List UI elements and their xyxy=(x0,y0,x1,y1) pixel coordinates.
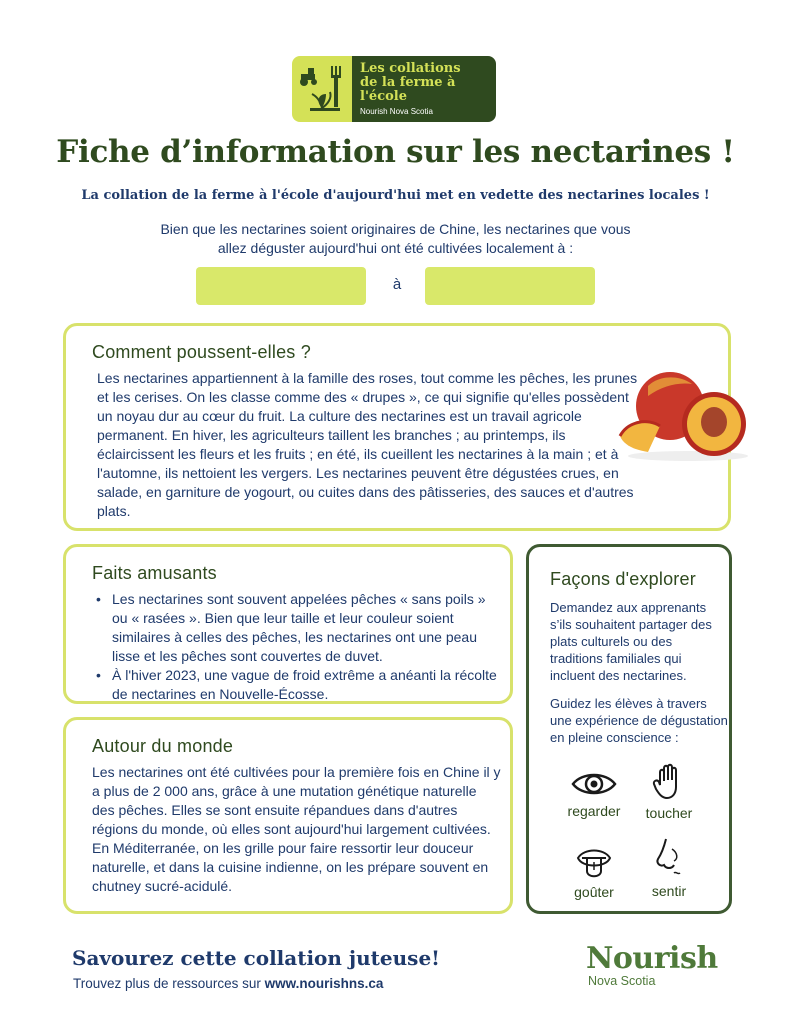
footer-title: Savourez cette collation juteuse! xyxy=(72,946,440,970)
brand-subtitle: Nova Scotia xyxy=(588,974,656,988)
explore-heading: Façons d'explorer xyxy=(550,569,696,589)
tractor-fork-sprout-icon xyxy=(292,56,352,122)
footer-resources-line xyxy=(73,976,383,991)
fact-text: Les nectarines sont souvent appelées pêches « sans poils » ou « rasées ». Bien que leur taille et leur couleur soient similaires à celles des pêches, les nectarines ont une peau lisse et les pêches sont couvertes de duvet. xyxy=(112,591,486,664)
logo-icon-panel xyxy=(292,56,352,122)
explore-text-1: Demandez aux apprenants s’ils souhaitent partager des plats culturels ou des traditions familiales qui incluent des nectarines. xyxy=(550,600,712,683)
eye-icon xyxy=(570,769,618,799)
bullet-icon: • xyxy=(96,667,101,683)
intro-text xyxy=(120,220,671,258)
logo-title-line1: Les collations xyxy=(360,61,461,76)
explore-text-2: Guidez les élèves à travers une expérience de dégustation en pleine conscience : xyxy=(550,696,728,745)
footer-website-link[interactable]: www.nourishns.ca xyxy=(264,976,384,991)
sense-label: goûter xyxy=(574,884,614,900)
logo-title-line3: l'école xyxy=(360,89,407,104)
intro-line-1: Bien que les nectarines soient originaires de Chine, les nectarines que vous xyxy=(160,221,631,237)
fun-facts-card xyxy=(63,544,513,704)
logo-text-panel xyxy=(352,56,496,122)
bullet-icon: • xyxy=(96,591,101,607)
intro-line-2: allez déguster aujourd'hui ont été cultivées localement à : xyxy=(217,240,574,256)
sense-label: sentir xyxy=(651,883,687,899)
facts-heading: Faits amusants xyxy=(92,563,217,583)
location-connector: à xyxy=(392,276,402,293)
page-title: Fiche d’information sur les nectarines ! xyxy=(56,134,735,170)
fact-text: À l'hiver 2023, une vague de froid extrême a anéanti la récolte de nectarines en Nouvelle-Écosse. xyxy=(112,667,497,702)
hand-icon xyxy=(652,763,686,801)
footer-resources-text: Trouvez plus de ressources sur xyxy=(73,976,265,991)
how-body: Les nectarines appartiennent à la famille des roses, tout comme les pêches, les prunes et les cerises. On les classe comme des « drupes », ce qui signifie qu'elles possèdent un noyau dur au cœur du fruit. La culture des nectarines est un travail agricole permanent. En hiver, les agriculteurs taillent les branches ; au printemps, ils éclaircissent les fleurs et les fruits ; en été, ils cueillent les nectarines à la main ; et à l'automne, ils nettoient les vergers. Les nectarines peuvent être dégustées crues, en salade, en garniture de yogourt, ou cuites dans des pâtisseries, des sauces et d'autres plats. xyxy=(97,370,638,519)
nectarine-illustration xyxy=(618,366,764,462)
world-body: Les nectarines ont été cultivées pour la première fois en Chine il y a plus de 2 000 ans, grâce à une mutation génétique naturelle des pêches. Elles se sont ensuite répandues dans d'autres régions du monde, où elles sont aujourd'hui largement cultivées. En Méditerranée, on les grille pour faire ressortir leur douceur naturelle, et dans la cuisine indienne, on les prépare souvent en chutney sucré-acidulé. xyxy=(92,764,501,894)
brand-name: Nourish xyxy=(586,941,718,976)
fact-item xyxy=(94,666,504,704)
nourish-brand-logo xyxy=(586,942,736,988)
location-fill-box-2[interactable] xyxy=(425,267,595,305)
fact-item xyxy=(94,590,504,666)
mouth-icon xyxy=(574,844,614,880)
around-the-world-card xyxy=(63,717,513,914)
logo-title-line2: de la ferme à xyxy=(360,75,456,90)
ways-to-explore-card xyxy=(526,544,732,914)
sense-touch xyxy=(624,763,714,821)
sense-label: regarder xyxy=(567,803,621,819)
nose-icon xyxy=(654,837,684,879)
how-heading: Comment poussent-elles ? xyxy=(92,342,311,362)
location-fill-box-1[interactable] xyxy=(196,267,366,305)
world-heading: Autour du monde xyxy=(92,736,234,756)
facts-list xyxy=(94,590,504,704)
sense-label: toucher xyxy=(645,805,693,821)
page-subtitle: La collation de la ferme à l'école d'aujourd'hui met en vedette des nectarines locales ! xyxy=(81,188,710,203)
logo-subtitle: Nourish Nova Scotia xyxy=(360,107,433,116)
how-they-grow-card xyxy=(63,323,731,531)
program-logo xyxy=(292,56,496,122)
sense-smell xyxy=(624,837,714,899)
